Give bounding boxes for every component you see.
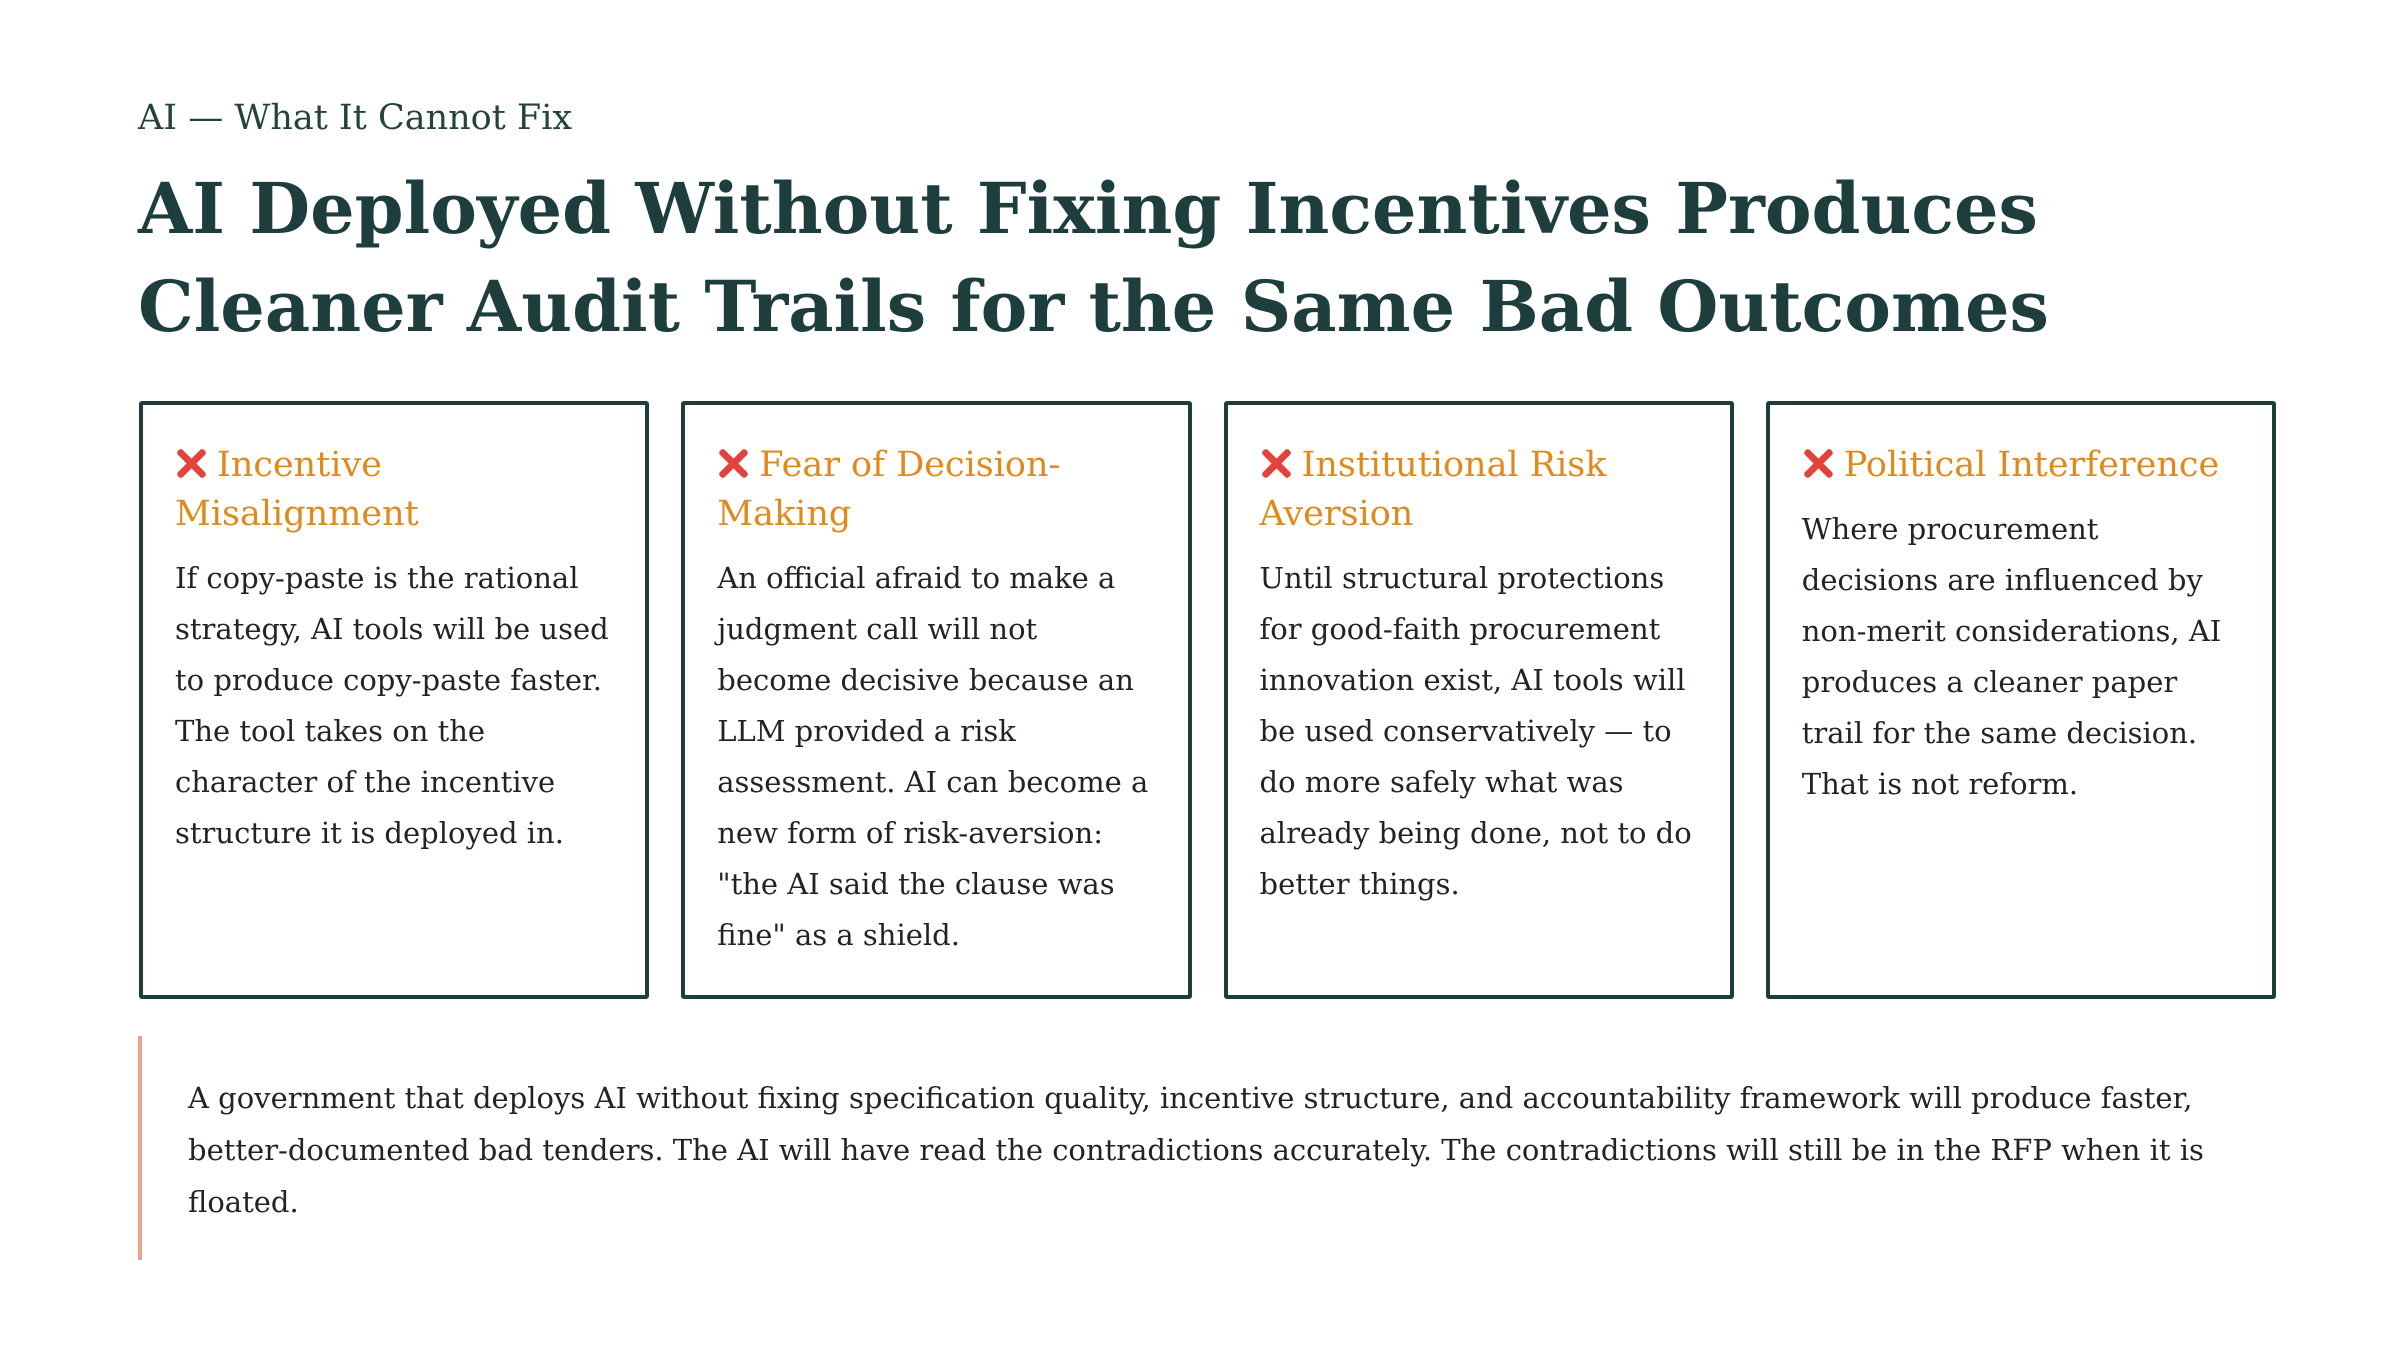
card-political-interference — [1766, 401, 2276, 999]
cross-mark-icon — [1260, 447, 1292, 479]
page-title: AI Deployed Without Fixing Incentives Produces Cleaner Audit Trails for the Same Bad Outcomes — [138, 167, 2049, 348]
card-title: Political Interference — [1843, 445, 2220, 485]
cross-mark-icon — [175, 447, 207, 479]
callout-text: A government that deploys AI without fixing specification quality, incentive structure, and accountability framework will produce faster, better-documented bad tenders. The AI will have read the contradictions accurately. The contradictions will still be in the RFP when it is floated. — [188, 1081, 2204, 1219]
card-institutional-risk-aversion — [1224, 401, 1734, 999]
section-eyebrow: AI — What It Cannot Fix — [138, 98, 573, 138]
card-heading — [1802, 441, 2240, 490]
card-heading — [1260, 441, 1698, 539]
card-fear-of-decision-making — [681, 401, 1191, 999]
card-body: An official afraid to make a judgment call will not become decisive because an LLM provided a risk assessment. AI can become a new form of risk-aversion: "the AI said the clause was fine" as a shield. — [717, 561, 1149, 952]
card-body: If copy-paste is the rational strategy, AI tools will be used to produce copy-paste faster. The tool takes on the character of the incentive structure it is deployed in. — [175, 561, 609, 850]
card-title: Fear of Decision-Making — [717, 445, 1061, 534]
card-body: Where procurement decisions are influenced by non-merit considerations, AI produces a cleaner paper trail for the same decision. That is not reform. — [1801, 512, 2222, 801]
cross-mark-icon — [1802, 447, 1834, 479]
card-body: Until structural protections for good-faith procurement innovation exist, AI tools will be used conservatively — to do more safely what was already being done, not to do better things. — [1259, 561, 1692, 901]
card-incentive-misalignment — [139, 401, 649, 999]
card-title: Incentive Misalignment — [175, 445, 419, 534]
cross-mark-icon — [717, 447, 749, 479]
card-title: Institutional Risk Aversion — [1259, 445, 1607, 534]
summary-callout — [138, 1036, 2278, 1260]
card-heading — [175, 441, 613, 539]
limitation-cards — [139, 401, 2276, 999]
card-heading — [717, 441, 1155, 539]
